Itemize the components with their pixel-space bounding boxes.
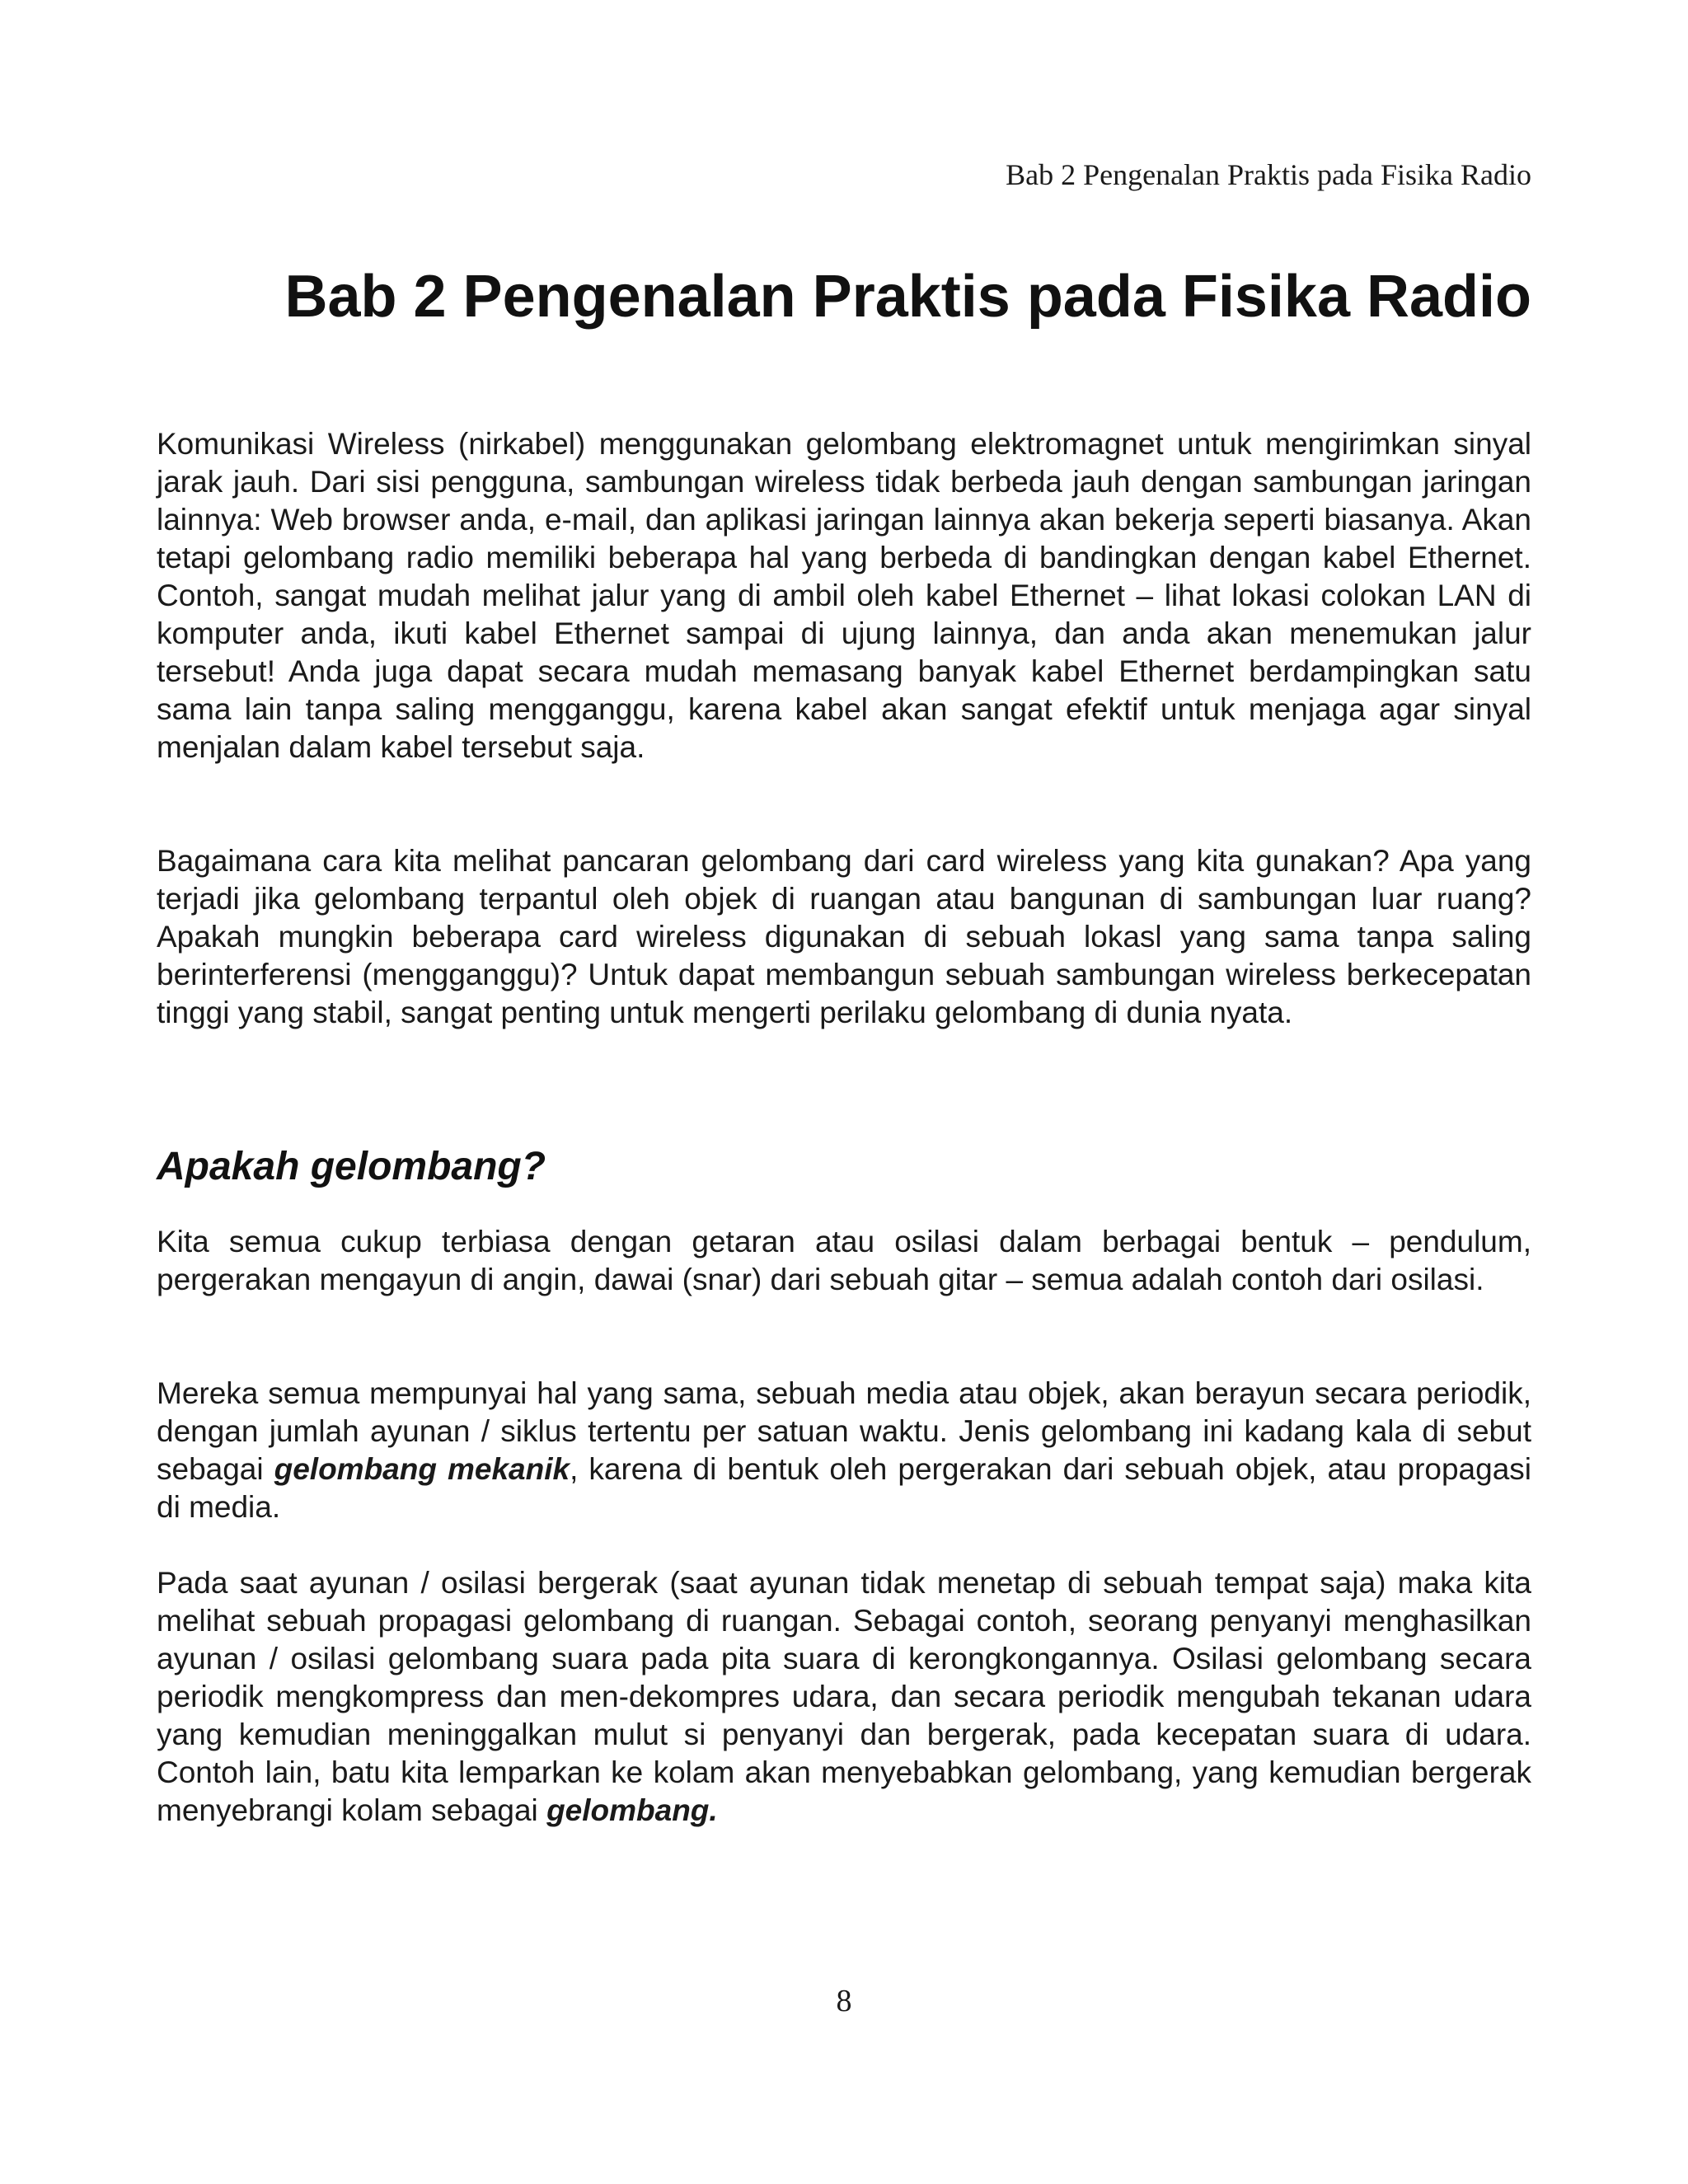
- section-paragraph-1: Kita semua cukup terbiasa dengan getaran atau osilasi dalam berbagai bentuk – pendulum, pergerakan mengayun di angin, dawai (snar) dari sebuah gitar – semua adalah contoh dari osilasi.: [157, 1225, 1531, 1296]
- section-paragraph-1-block: [157, 1223, 1531, 1299]
- emphasis-wave: gelombang.: [546, 1793, 718, 1827]
- intro-paragraph-2-block: [157, 842, 1531, 1032]
- intro-paragraph-1-block: [157, 425, 1531, 766]
- intro-paragraph-1: Komunikasi Wireless (nirkabel) menggunakan gelombang elektromagnet untuk mengirimkan sinyal jarak jauh. Dari sisi pengguna, sambungan wireless tidak berbeda jauh dengan sambungan jaringan lainnya: Web browser anda, e-mail, dan aplikasi jaringan lainnya akan bekerja seperti biasanya. Akan tetapi gelombang radio memiliki beberapa hal yang berbeda di bandingkan dengan kabel Ethernet. Contoh, sangat mudah melihat jalur yang di ambil oleh kabel Ethernet – lihat lokasi colokan LAN di komputer anda, ikuti kabel Ethernet sampai di ujung lainnya, dan anda akan menemukan jalur tersebut! Anda juga dapat secara mudah memasang banyak kabel Ethernet berdampingkan satu sama lain tanpa saling mengganggu, karena kabel akan sangat efektif untuk menjaga agar sinyal menjalan dalam kabel tersebut saja.: [157, 427, 1531, 764]
- section-heading: Apakah gelombang?: [157, 1145, 546, 1188]
- page-number: 8: [836, 1984, 852, 2018]
- chapter-title: Bab 2 Pengenalan Praktis pada Fisika Radio: [284, 264, 1531, 330]
- section-paragraph-2-block: [157, 1375, 1531, 1526]
- intro-paragraph-2: Bagaimana cara kita melihat pancaran gelombang dari card wireless yang kita gunakan? Apa yang terjadi jika gelombang terpantul oleh objek di ruangan atau bangunan di sambungan luar ruang? Apakah mungkin beberapa card wireless digunakan di sebuah lokasl yang sama tanpa saling berinterferensi (mengganggu)? Untuk dapat membangun sebuah sambungan wireless berkecepatan tinggi yang stabil, sangat penting untuk mengerti perilaku gelombang di dunia nyata.: [157, 844, 1531, 1029]
- section-paragraph-2-text-after: , karena di bentuk oleh pergerakan dari sebuah objek, atau propagasi di media.: [157, 1452, 1531, 1524]
- section-paragraph-3-text-before: Pada saat ayunan / osilasi bergerak (saat ayunan tidak menetap di sebuah tempat saja) maka kita melihat sebuah propagasi gelombang di ruangan. Sebagai contoh, seorang penyanyi menghasilkan ayunan / osilasi gelombang suara pada pita suara di kerongkongannya. Osilasi gelombang secara periodik mengkompress dan men-dekompres udara, dan secara periodik mengubah tekanan udara yang kemudian meninggalkan mulut si penyanyi dan bergerak, pada kecepatan suara di udara. Contoh lain, batu kita lemparkan ke kolam akan menyebabkan gelombang, yang kemudian bergerak menyebrangi kolam sebagai: [157, 1566, 1531, 1827]
- section-paragraph-2-text-before: Mereka semua mempunyai hal yang sama, sebuah media atau objek, akan berayun secara periodik, dengan jumlah ayunan / siklus tertentu per satuan waktu. Jenis gelombang ini kadang kala di sebut sebagai: [157, 1376, 1531, 1486]
- emphasis-mechanical-wave: gelombang mekanik: [274, 1452, 570, 1486]
- section-paragraph-3: [157, 1564, 1531, 1830]
- section-paragraph-2: [157, 1375, 1531, 1526]
- running-header: Bab 2 Pengenalan Praktis pada Fisika Radio: [1006, 158, 1531, 191]
- section-paragraph-3-block: [157, 1564, 1531, 1830]
